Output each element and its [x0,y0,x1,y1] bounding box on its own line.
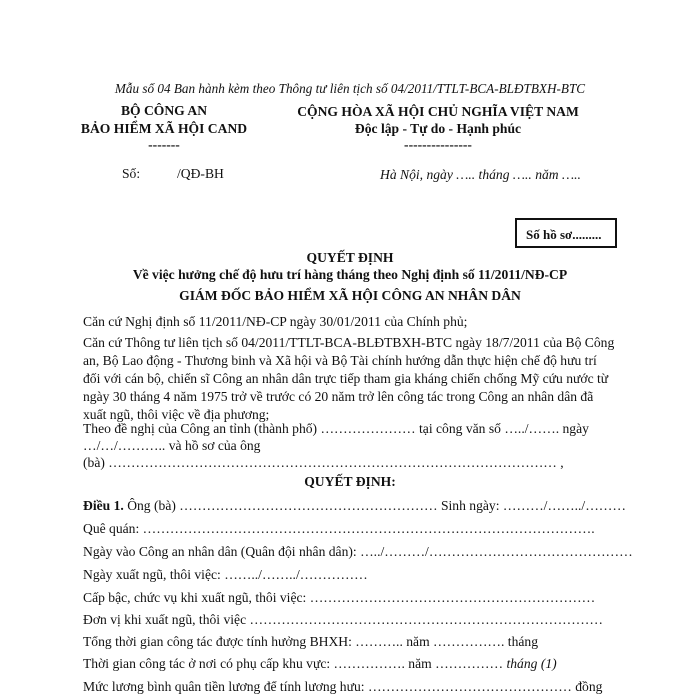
legal-basis-1: Căn cứ Nghị định số 11/2011/NĐ-CP ngày 30/01/2011 của Chính phủ; [83,314,468,329]
article-1-name-dob: Ông (bà) ………………………………………………… Sinh ngày: ………/……../……… [127,498,626,513]
decision-number-suffix: /QĐ-BH [177,166,224,181]
document-title: QUYẾT ĐỊNH [306,250,394,265]
hometown-line: Quê quán: ………………………………………………………………………………………. [83,521,595,536]
issuing-authority: GIÁM ĐỐC BẢO HIỂM XÃ HỘI CÔNG AN NHÂN DÂN [179,288,521,303]
average-salary-line: Mức lương bình quân tiền lương để tính lương hưu: ……………………………………… đồng [83,679,603,694]
unit-line: Đơn vị khi xuất ngũ, thôi việc …………………………………………………………………… [83,612,603,627]
agency-name: BẢO HIỂM XÃ HỘI CAND [80,121,248,136]
form-note: Mẫu số 04 Ban hành kèm theo Thông tư liên tịch số 04/2011/TTLT-BCA-BLĐTBXH-BTC [114,81,586,96]
country-name: CỘNG HÒA XÃ HỘI CHỦ NGHĨA VIỆT NAM [297,104,579,119]
request-line-3: (bà) ……………………………………………………………………………………… , [83,455,564,470]
regional-allowance-text: Thời gian công tác ở nơi có phụ cấp khu vực: ……………. năm …………… [83,656,507,671]
document-subject: Về việc hưởng chế độ hưu trí hàng tháng theo Nghị định số 11/2011/NĐ-CP [132,267,568,282]
join-date-line: Ngày vào Công an nhân dân (Quân đội nhân dân): …../………/……………………………………… [83,544,633,559]
request-line-2: …/…/……….. và hồ sơ của ông [83,438,261,453]
rank-line: Cấp bậc, chức vụ khi xuất ngũ, thôi việc: ……………………………………………………… [83,590,596,605]
regional-allowance-line [83,656,557,672]
article-1-label: Điều 1. [83,498,124,513]
agency-divider: ------- [148,137,180,152]
motto-divider: --------------- [404,137,472,152]
national-motto: Độc lập - Tự do - Hạnh phúc [354,121,522,136]
decision-number-label: Số: [122,166,141,181]
request-line-1: Theo đề nghị của Công an tỉnh (thành phố) ………………… tại công văn số …../……. ngày [83,421,589,436]
legal-basis-2: Căn cứ Thông tư liên tịch số 04/2011/TTLT-BCA-BLĐTBXH-BTC ngày 18/7/2011 của Bộ Công an, Bộ Lao động - Thương binh và Xã hội và Bộ Tài chính hướng dẫn thực hiện chế độ hưu trí đối với cán bộ, chiến sĩ Công an nhân dân trực tiếp tham gia kháng chiến chống Mỹ cứu nước từ ngày 30 tháng 4 năm 1975 trở về trước có 20 năm trở lên công tác trong Công an nhân dân đã xuất ngũ, thôi việc về địa phương; [83,335,615,422]
decision-heading: QUYẾT ĐỊNH: [304,474,396,489]
regional-allowance-note: tháng (1) [506,656,557,671]
file-number-label: Số hồ sơ......... [526,227,602,242]
file-number-box [515,218,617,248]
place-date: Hà Nội, ngày ….. tháng ….. năm ….. [380,167,581,182]
discharge-date-line: Ngày xuất ngũ, thôi việc: ……../……../…………… [83,567,368,582]
article-1-name-line [83,498,626,514]
total-service-line: Tổng thời gian công tác được tính hưởng BHXH: ……….. năm ……………. tháng [83,634,539,649]
agency-parent: BỘ CÔNG AN [120,103,208,118]
